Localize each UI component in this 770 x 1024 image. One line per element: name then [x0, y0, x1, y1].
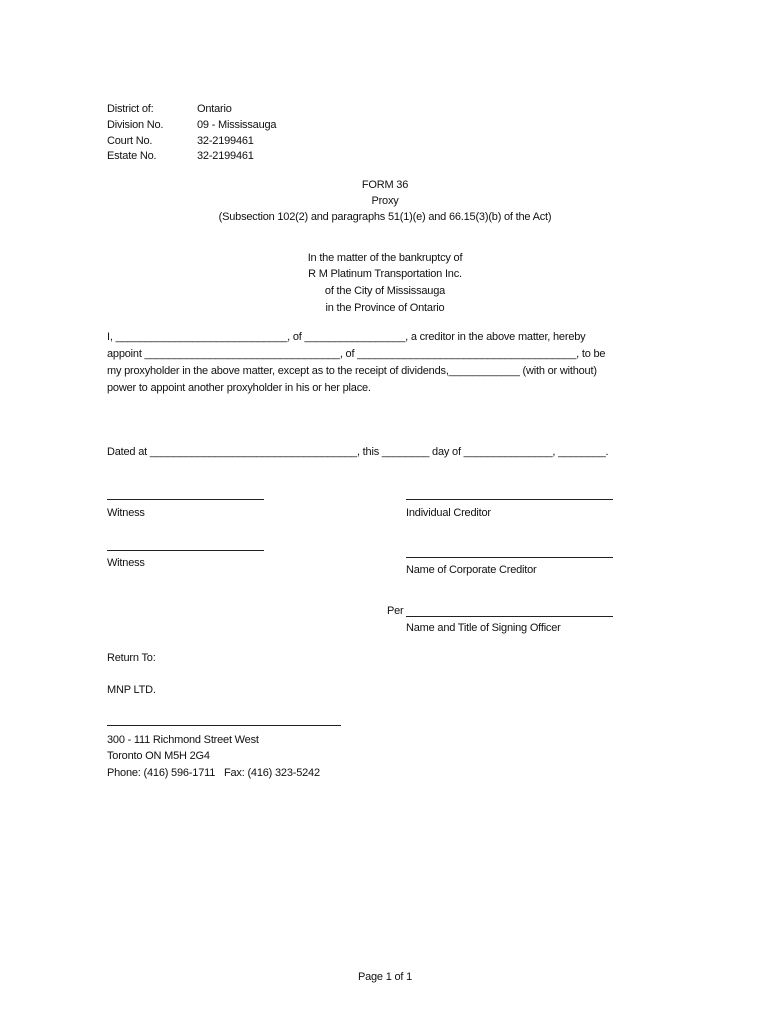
estate-value: 32-2199461 [197, 150, 254, 162]
return-company: MNP LTD. [107, 684, 156, 696]
matter-line-1: In the matter of the bankruptcy of [307, 252, 463, 264]
witness-1-label: Witness [107, 507, 145, 519]
estate-label: Estate No. [107, 150, 157, 162]
return-separator-line [107, 725, 341, 726]
matter-province: in the Province of Ontario [325, 302, 445, 314]
return-to-label: Return To: [107, 652, 156, 664]
corporate-creditor-signature-line [406, 557, 613, 558]
return-fax: Fax: (416) 323-5242 [224, 767, 320, 779]
form-name: Proxy [371, 195, 399, 207]
court-label: Court No. [107, 135, 153, 147]
form-number: FORM 36 [361, 179, 409, 191]
witness-2-signature-line [107, 550, 264, 551]
return-phone: Phone: (416) 596-1711 [107, 767, 216, 779]
individual-creditor-label: Individual Creditor [406, 507, 491, 519]
form-subsection: (Subsection 102(2) and paragraphs 51(1)(e) and 66.15(3)(b) of the Act) [218, 211, 552, 223]
body-line-4: power to appoint another proxyholder in his or her place. [107, 382, 371, 394]
witness-1-signature-line [107, 499, 264, 500]
signing-officer-label: Name and Title of Signing Officer [406, 622, 561, 634]
dated-line: Dated at ___________________________________, this ________ day of _______________, ________. [107, 446, 609, 458]
body-line-1: I, _____________________________, of _________________, a creditor in the above matter, hereby [107, 331, 586, 343]
body-line-3: my proxyholder in the above matter, except as to the receipt of dividends,____________ (with or without) [107, 365, 597, 377]
return-address-1: 300 - 111 Richmond Street West [107, 734, 259, 746]
per-label: Per [387, 605, 404, 617]
district-value: Ontario [197, 103, 232, 115]
individual-creditor-signature-line [406, 499, 613, 500]
body-line-2: appoint _________________________________, of _____________________________________, to be [107, 348, 606, 360]
signing-officer-signature-line [406, 616, 613, 617]
division-value: 09 - Mississauga [197, 119, 277, 131]
matter-debtor-name: R M Platinum Transportation Inc. [308, 268, 462, 280]
division-label: Division No. [107, 119, 164, 131]
corporate-creditor-label: Name of Corporate Creditor [406, 564, 537, 576]
witness-2-label: Witness [107, 557, 145, 569]
return-address-2: Toronto ON M5H 2G4 [107, 750, 210, 762]
court-value: 32-2199461 [197, 135, 254, 147]
page-number: Page 1 of 1 [357, 971, 413, 983]
matter-city: of the City of Mississauga [324, 285, 446, 297]
district-label: District of: [107, 103, 154, 115]
